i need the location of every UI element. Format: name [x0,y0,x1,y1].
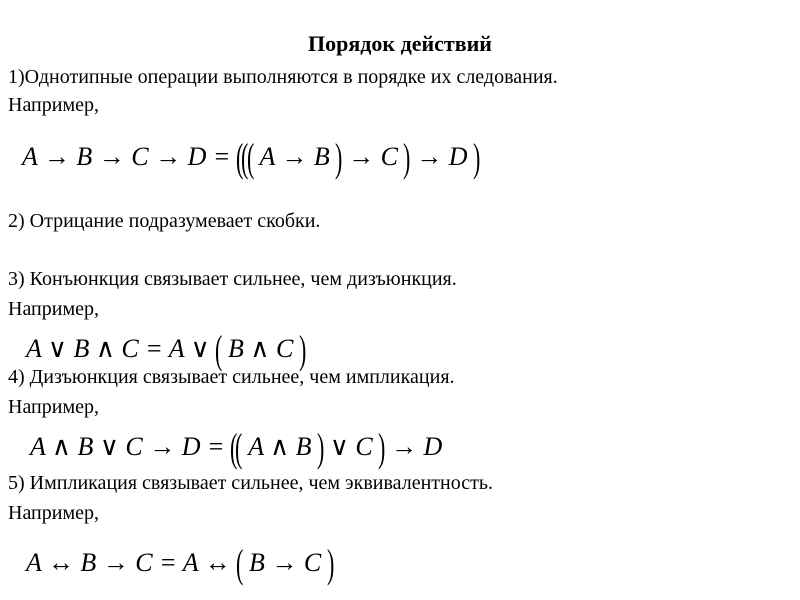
paren: ( [235,425,243,470]
formula-1 [22,135,481,180]
formula-3-lhs: A ∨ B ∧ C = A ∨ [26,334,210,363]
example-label-4: Например, [8,396,99,418]
paren: ) [378,425,386,470]
paren: ( [230,425,238,470]
paren: ) [335,135,343,180]
formula-4-part-d: → D [391,432,443,461]
paren: ) [403,135,411,180]
rule-3: 3) Конъюнкция связывает сильнее, чем дизъюнкция. [8,268,457,290]
paren: ) [473,135,481,180]
rule-4: 4) Дизъюнкция связывает сильнее, чем импликация. [8,366,455,388]
formula-1-part-c: → C [348,142,398,171]
paren: ) [326,541,335,586]
example-label-5: Например, [8,502,99,524]
formula-1-inner: A → B [259,142,330,171]
formula-5-inner: B → C [248,548,322,577]
paren: ( [215,327,223,372]
formula-4-part-c: ∨ C [329,432,373,461]
example-label-1: Например, [8,94,99,116]
formula-1-part-d: → D [416,142,468,171]
paren: ( [236,541,244,586]
formula-4 [30,425,443,470]
formula-1-lhs: A → B → C → D = [22,142,231,171]
rule-5: 5) Импликация связывает сильнее, чем эквивалентность. [8,472,493,494]
paren: ( [235,135,244,180]
paren: ) [298,327,307,372]
paren: ( [241,135,249,180]
slide-title: Порядок действий [308,31,492,56]
formula-5-lhs: A ↔ B → C = A ↔ [26,548,231,577]
formula-3 [26,327,307,372]
rule-2: 2) Отрицание подразумевает скобки. [8,210,321,232]
paren: ) [317,425,325,470]
paren: ( [246,135,254,180]
formula-4-inner: A ∧ B [248,432,312,461]
example-label-3: Например, [8,298,99,320]
formula-5 [26,541,335,586]
rule-1: 1)Однотипные операции выполняются в порядке их следования. [8,66,558,88]
formula-3-inner: B ∧ C [228,334,294,363]
formula-4-lhs: A ∧ B ∨ C → D = [30,432,225,461]
